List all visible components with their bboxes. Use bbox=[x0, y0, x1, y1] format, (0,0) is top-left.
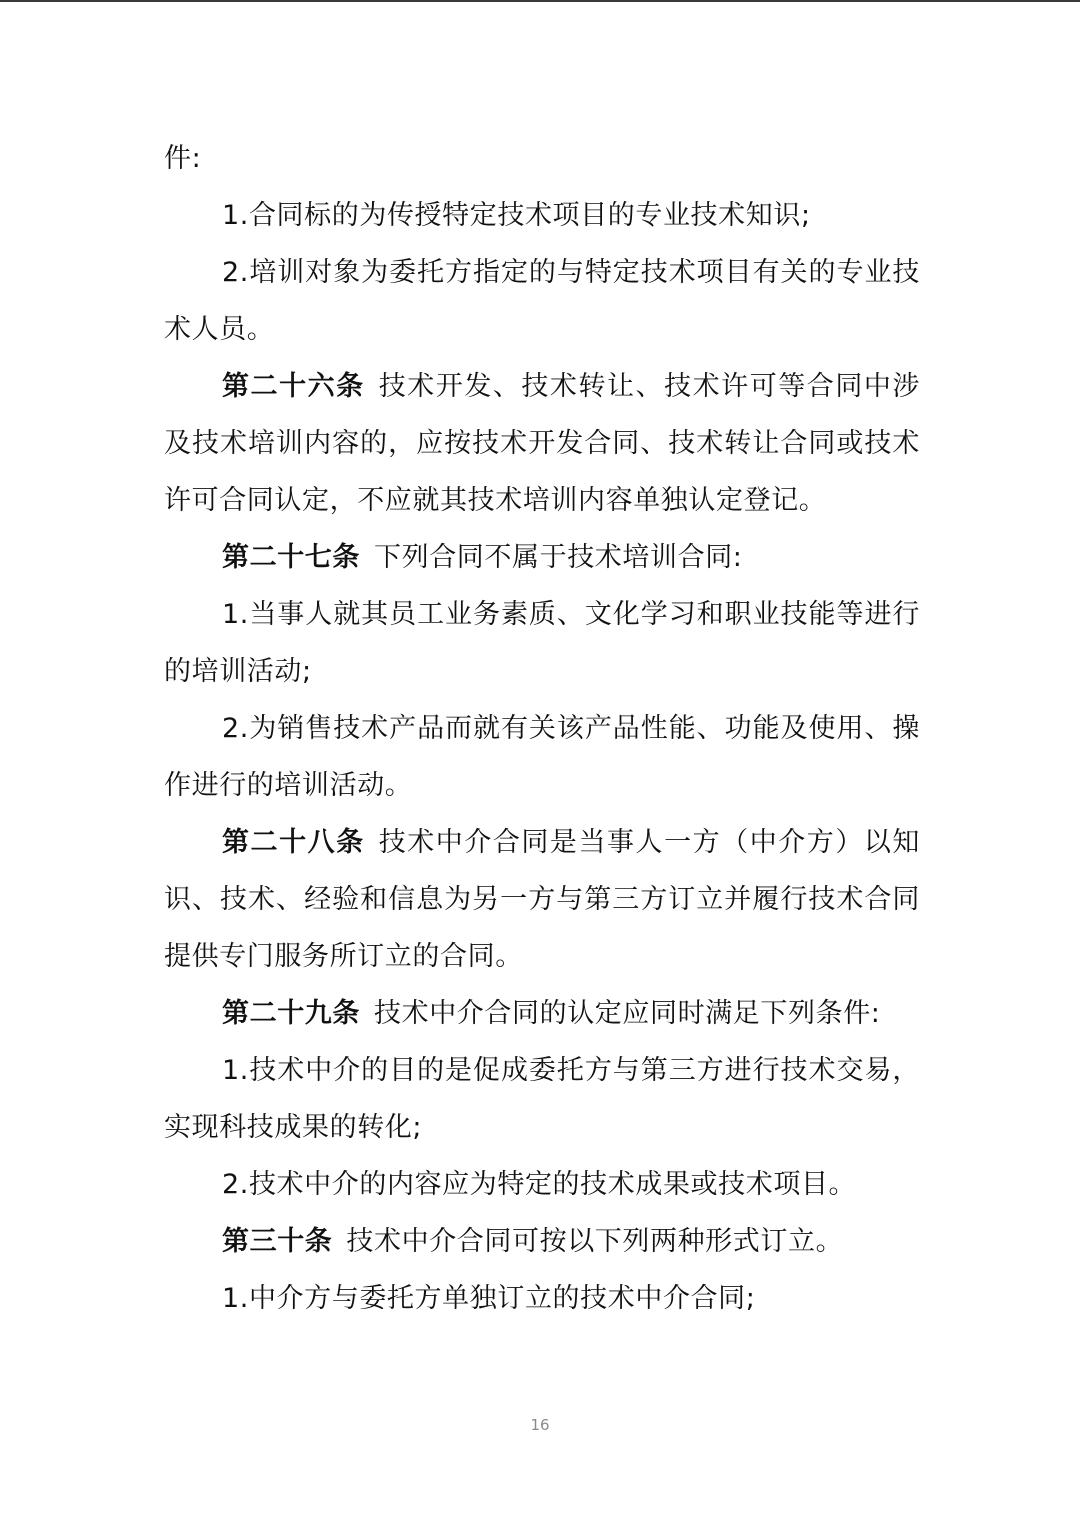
paragraph-6 bbox=[164, 586, 920, 700]
paragraph-13 bbox=[164, 1270, 920, 1327]
article-number: 第二十九条 bbox=[222, 998, 360, 1029]
paragraph-text: 2.技术中介的内容应为特定的技术成果或技术项目。 bbox=[222, 1169, 857, 1200]
top-border-line bbox=[0, 0, 1080, 2]
page-number: 16 bbox=[530, 1416, 550, 1434]
article-28 bbox=[164, 814, 920, 985]
paragraph-text: 1.当事人就其员工业务素质、文化学习和职业技能等进行的培训活动; bbox=[164, 599, 920, 687]
paragraph-text: 2.培训对象为委托方指定的与特定技术项目有关的专业技术人员。 bbox=[164, 257, 920, 345]
article-26 bbox=[164, 358, 920, 529]
paragraph-text: 1.技术中介的目的是促成委托方与第三方进行技术交易，实现科技成果的转化; bbox=[164, 1055, 920, 1143]
article-number: 第三十条 bbox=[222, 1226, 333, 1257]
article-30 bbox=[164, 1213, 920, 1270]
article-number: 第二十八条 bbox=[222, 827, 365, 858]
paragraph-11 bbox=[164, 1156, 920, 1213]
document-body bbox=[164, 130, 920, 1327]
paragraph-3 bbox=[164, 244, 920, 358]
paragraph-text: 件: bbox=[164, 143, 202, 174]
paragraph-text: 技术中介合同的认定应同时满足下列条件: bbox=[374, 998, 881, 1029]
paragraph-text: 1.中介方与委托方单独订立的技术中介合同; bbox=[222, 1283, 756, 1314]
paragraph-2 bbox=[164, 187, 920, 244]
paragraph-text: 技术中介合同是当事人一方（中介方）以知识、技术、经验和信息为另一方与第三方订立并履行技术合同提供专门服务所订立的合同。 bbox=[164, 827, 921, 972]
paragraph-text: 2.为销售技术产品而就有关该产品性能、功能及使用、操作进行的培训活动。 bbox=[164, 713, 920, 801]
paragraph-text: 技术中介合同可按以下列两种形式订立。 bbox=[346, 1226, 844, 1257]
paragraph-text: 1.合同标的为传授特定技术项目的专业技术知识; bbox=[222, 200, 811, 231]
paragraph-1 bbox=[164, 130, 920, 187]
paragraph-7 bbox=[164, 700, 920, 814]
article-27 bbox=[164, 529, 920, 586]
article-number: 第二十六条 bbox=[222, 371, 365, 402]
article-29 bbox=[164, 985, 920, 1042]
paragraph-text: 技术开发、技术转让、技术许可等合同中涉及技术培训内容的，应按技术开发合同、技术转让合同或技术许可合同认定，不应就其技术培训内容单独认定登记。 bbox=[164, 371, 921, 516]
article-number: 第二十七条 bbox=[222, 542, 360, 573]
paragraph-text: 下列合同不属于技术培训合同: bbox=[374, 542, 743, 573]
paragraph-10 bbox=[164, 1042, 920, 1156]
